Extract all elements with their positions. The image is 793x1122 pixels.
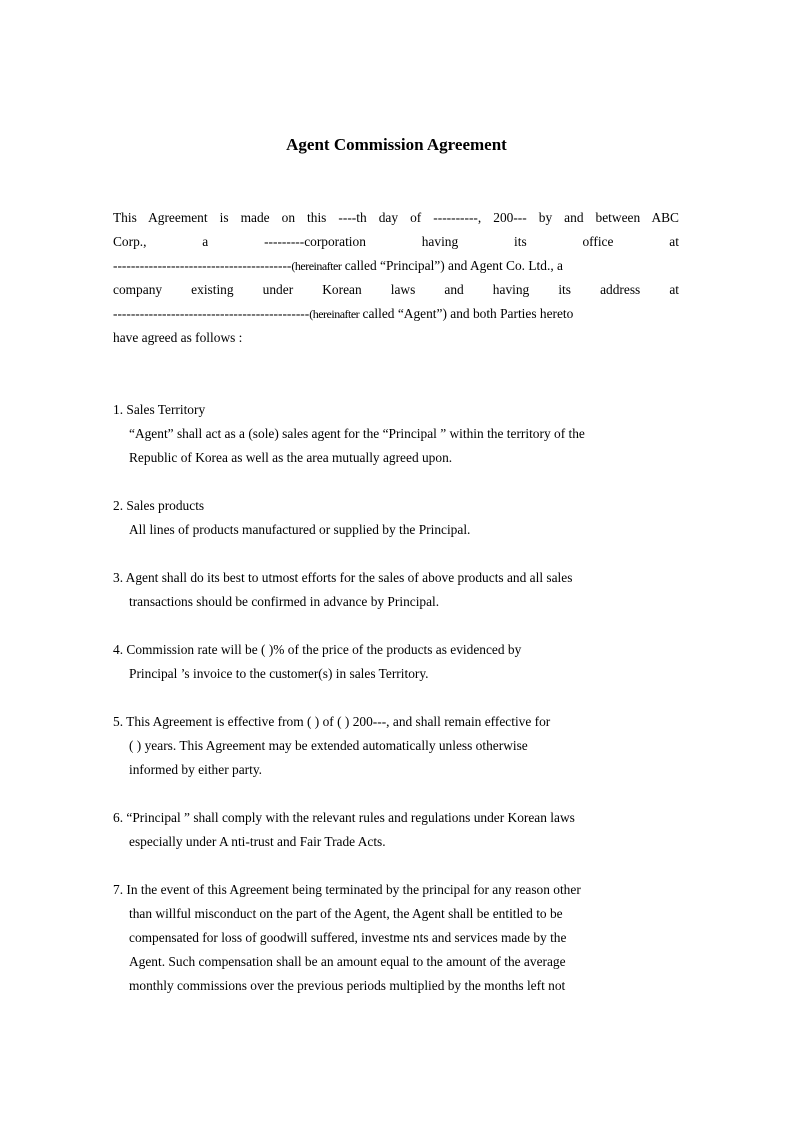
intro-line-5-dashes: -------------------------------------------- <box>113 306 310 321</box>
clause-7 <box>113 878 679 998</box>
clause-heading: 5. This Agreement is effective from ( ) of ( ) 200---, and shall remain effective for <box>113 714 551 729</box>
clause-6 <box>113 806 679 854</box>
clause-line: All lines of products manufactured or supplied by the Principal. <box>129 522 471 537</box>
intro-line-2-part: at <box>669 234 679 249</box>
intro-line-3-rest: called “Principal”) and Agent Co. Ltd., a <box>341 258 563 273</box>
clause-line: ( ) years. This Agreement may be extended automatically unless otherwise <box>129 738 528 753</box>
clause-heading: 6. “Principal ” shall comply with the relevant rules and regulations under Korean laws <box>113 810 575 825</box>
intro-line-2-part: its <box>514 234 527 249</box>
clause-heading: 1. Sales Territory <box>113 402 206 417</box>
intro-line-2-part: having <box>421 234 459 249</box>
intro-line-5-rest: called “Agent”) and both Parties hereto <box>359 306 574 321</box>
clause-heading: 7. In the event of this Agreement being terminated by the principal for any reason other <box>113 882 581 897</box>
intro-line-5-hereinafter: (hereinafter <box>309 307 360 321</box>
clause-line: Principal ’s invoice to the customer(s) in sales Territory. <box>129 666 429 681</box>
intro-line-2 <box>113 230 679 254</box>
clause-heading: 2. Sales products <box>113 498 205 513</box>
clause-heading: 3. Agent shall do its best to utmost efforts for the sales of above products and all sales <box>113 570 573 585</box>
intro-line-3-dashes: ---------------------------------------- <box>113 258 292 273</box>
clause-1 <box>113 398 679 470</box>
clause-line: monthly commissions over the previous periods multiplied by the months left not <box>129 978 566 993</box>
intro-line-2-part: ---------corporation <box>264 234 366 249</box>
intro-line-2-part: a <box>202 234 209 249</box>
clause-3 <box>113 566 679 614</box>
clause-line: Agent. Such compensation shall be an amount equal to the amount of the average <box>129 954 566 969</box>
intro-line-2-part: Corp., <box>113 234 147 249</box>
clause-2 <box>113 494 679 542</box>
intro-line-1: This Agreement is made on this ----th day of ----------, 200--- by and between ABC <box>113 210 679 225</box>
intro-line-6: have agreed as follows : <box>113 330 243 345</box>
intro-line-2-part: office <box>582 234 614 249</box>
clause-line: than willful misconduct on the part of the Agent, the Agent shall be entitled to be <box>129 906 563 921</box>
clause-line: especially under A nti-trust and Fair Trade Acts. <box>129 834 386 849</box>
clause-line: Republic of Korea as well as the area mutually agreed upon. <box>129 450 453 465</box>
clause-line: informed by either party. <box>129 762 262 777</box>
clause-line: transactions should be confirmed in advance by Principal. <box>129 594 440 609</box>
clause-heading: 4. Commission rate will be ( )% of the price of the products as evidenced by <box>113 642 522 657</box>
intro-line-3 <box>113 254 679 278</box>
clause-line: compensated for loss of goodwill suffered, investme nts and services made by the <box>129 930 567 945</box>
intro-line-4: company existing under Korean laws and having its address at <box>113 282 679 297</box>
clause-line: “Agent” shall act as a (sole) sales agent for the “Principal ” within the territory of the <box>129 426 585 441</box>
intro-line-5 <box>113 302 679 326</box>
intro-line-3-hereinafter: (hereinafter <box>291 259 342 273</box>
clause-5 <box>113 710 679 782</box>
clause-4 <box>113 638 679 686</box>
document-title: Agent Commission Agreement <box>286 135 507 154</box>
intro-paragraph <box>113 206 679 350</box>
